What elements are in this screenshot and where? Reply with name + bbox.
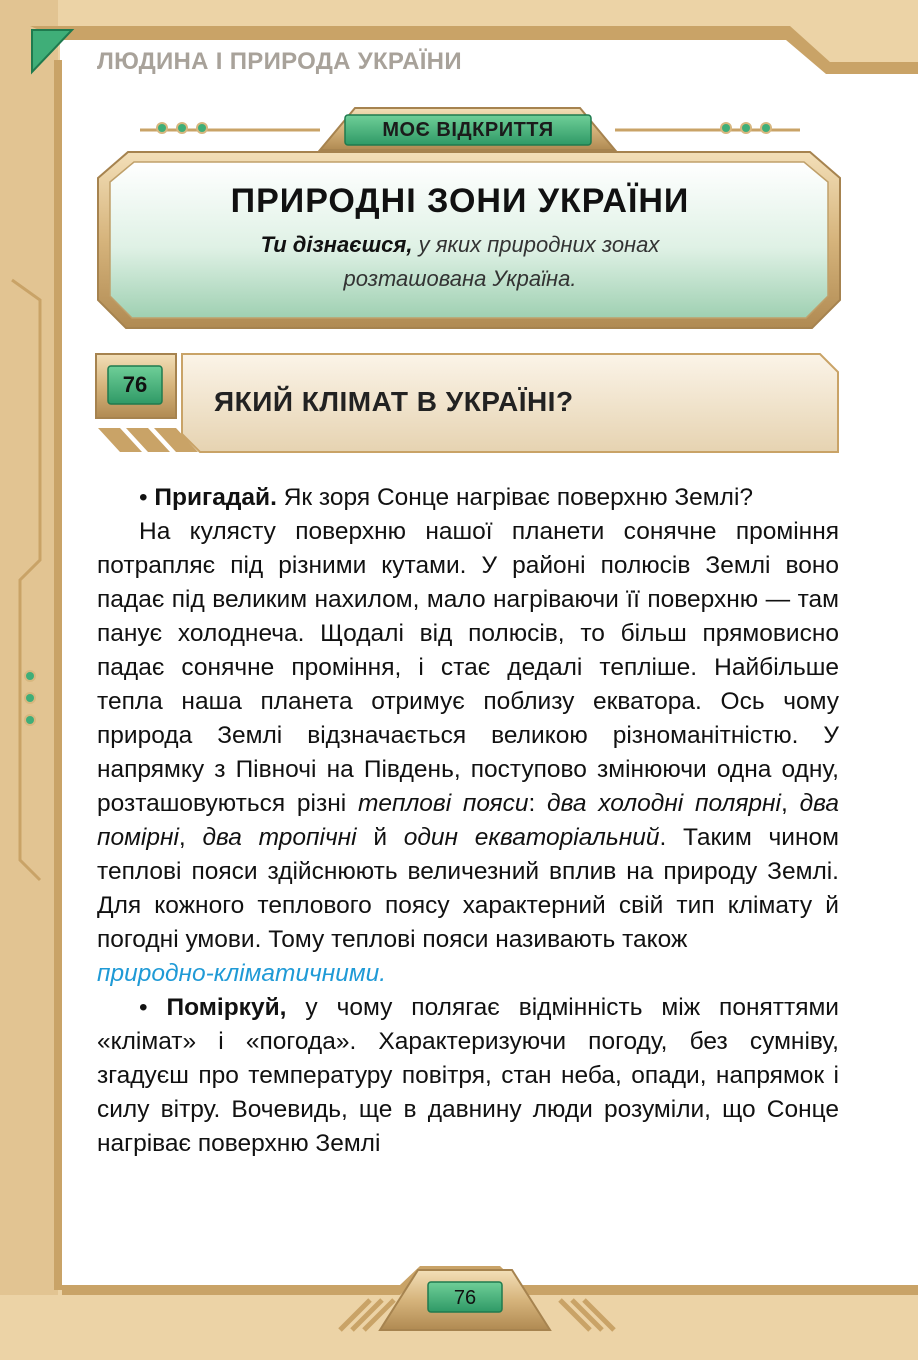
term-equatorial: один екваторіальний [403, 824, 660, 851]
subtitle-lead: Ти дізнаєшся, [260, 232, 413, 257]
page-number: 76 [453, 1286, 477, 1309]
highlight-term: природно-кліматичними. [97, 960, 387, 987]
subtitle-line2: розташована Україна. [343, 266, 577, 291]
body-text [97, 481, 839, 1161]
decor-dot [198, 124, 206, 132]
paragraph-recall [97, 481, 839, 515]
decor-dot [26, 716, 34, 724]
decor-dot [762, 124, 770, 132]
decor-dot [722, 124, 730, 132]
section-title: ЯКИЙ КЛІМАТ В УКРАЇНІ? [214, 386, 574, 417]
text-run: , [781, 790, 800, 817]
decor-dots-side [26, 672, 34, 724]
topic-subtitle [170, 228, 750, 296]
bullet: • [139, 484, 155, 511]
recall-label: Пригадай. [154, 484, 277, 511]
text-run: . Таким чином теплові пояси здійснюють величезний вплив на природу Землі. Для кожного теплового поясу характерний свій тип клімату й погодні умови. Тому теплові пояси називають також [97, 824, 839, 953]
decor-dot [178, 124, 186, 132]
term-tropical: два тропічні [202, 824, 357, 851]
decor-dot [26, 672, 34, 680]
text-run: На кулясту поверхню нашої планети сонячне проміння потрапляє під різними кутами. У районі полюсів Землі воно падає під великим нахилом, мало нагріваючи її поверхню — там панує холоднеча. Щодалі від полюсів, то більш прямовисно падає сонячне проміння, і стає дедалі тепліше. Найбільше тепла наша планета отримує поблизу екватора. Ось чому природа Землі відзначається великою різноманітністю. У напрямку з Півночі на Південь, поступово змінюючи одна одну, розташовуються різні [97, 518, 839, 817]
text-run: й [356, 824, 404, 851]
paragraph-main [97, 515, 839, 957]
think-text: у чому полягає відмінність між поняттями «клімат» і «погода». Характеризуючи погоду, без сумніву, згадуєш про температуру повітря, стан неба, опади, напрямок і силу вітру. Вочевидь, ще в давнину люди розуміли, що Сонце нагріває поверхню Землі [97, 994, 839, 1157]
discovery-tab-label: МОЄ ВІДКРИТТЯ [382, 118, 554, 141]
running-header: ЛЮДИНА І ПРИРОДА УКРАЇНИ [97, 48, 462, 75]
recall-text: Як зоря Сонце нагріває поверхню Землі? [276, 484, 754, 511]
term-polar: два холодні полярні [547, 790, 781, 817]
think-label: Поміркуй, [166, 994, 287, 1021]
text-run: , [178, 824, 203, 851]
section-number: 76 [122, 372, 148, 397]
bullet: • [139, 994, 167, 1021]
decor-dots-right [722, 124, 770, 132]
paragraph-highlight [97, 957, 839, 991]
decor-dot [158, 124, 166, 132]
topic-title: ПРИРОДНІ ЗОНИ УКРАЇНИ [230, 182, 690, 220]
subtitle-text: у яких природних зонах [412, 232, 660, 257]
paragraph-think [97, 991, 839, 1161]
text-run: : [528, 790, 548, 817]
decor-dot [26, 694, 34, 702]
decor-dots-left [158, 124, 206, 132]
term-temperate: два помірні [97, 790, 839, 851]
term-thermal-belts: теплові пояси [357, 790, 529, 817]
decor-dot [742, 124, 750, 132]
